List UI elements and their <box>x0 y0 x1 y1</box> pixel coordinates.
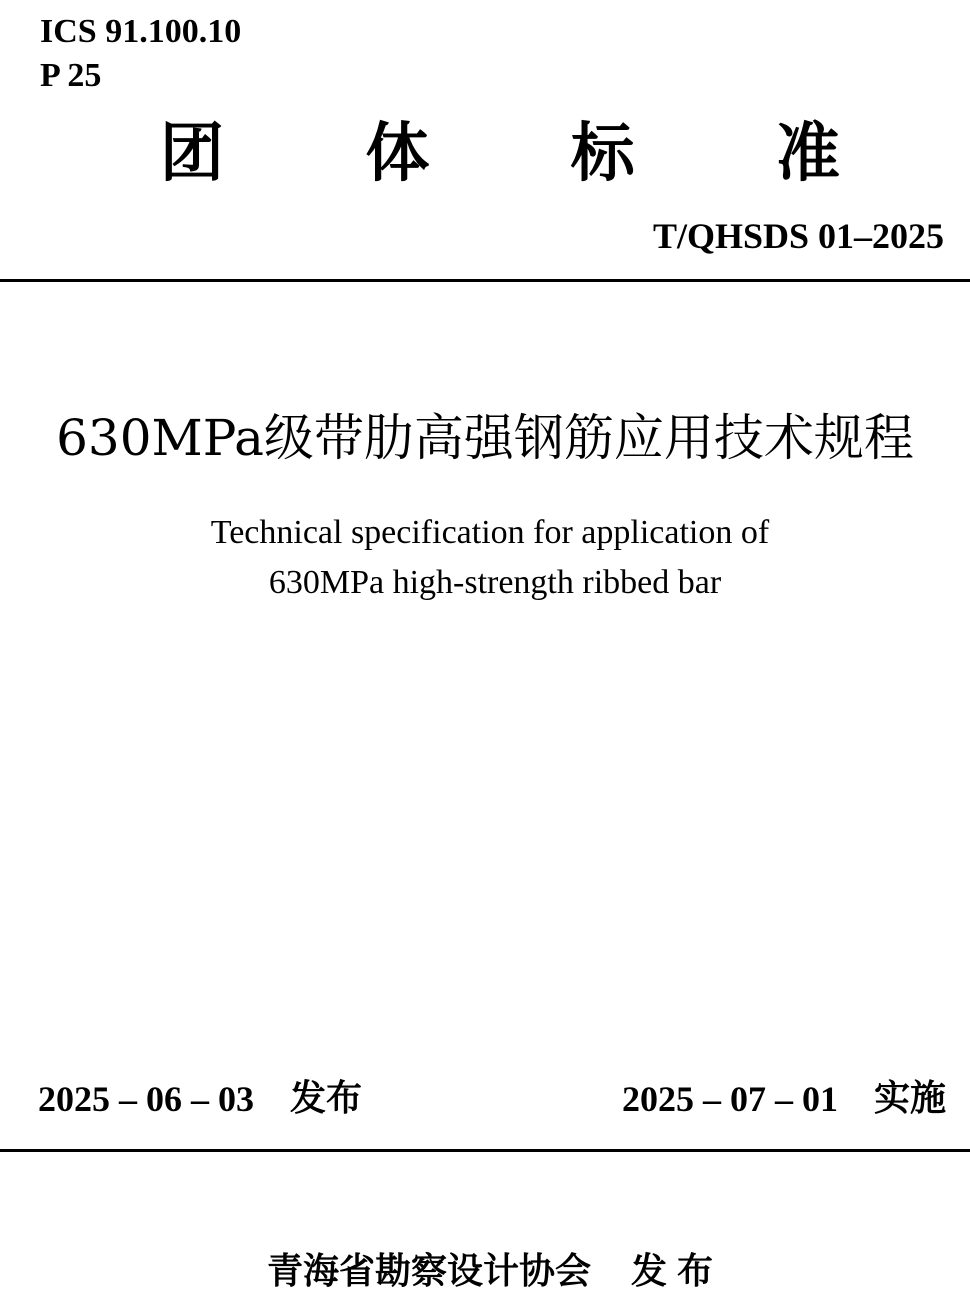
bottom-divider <box>0 1149 970 1152</box>
implement-label: 实施 <box>873 1078 946 1119</box>
ics-code: ICS 91.100.10 <box>40 13 242 50</box>
top-divider <box>0 279 970 282</box>
standard-type-char-2: 体 <box>365 117 430 191</box>
standard-number: T/QHSDS 01–2025 <box>652 216 944 256</box>
publisher-label: 发布 <box>631 1251 724 1292</box>
publish-date: 2025 – 06 – 03 <box>38 1079 254 1119</box>
title-english-line-2: 630MPa high-strength ribbed bar <box>268 564 722 601</box>
ccs-code: P 25 <box>40 57 102 94</box>
standard-type-char-4: 准 <box>775 117 840 191</box>
publisher-line <box>0 1246 970 1298</box>
publish-date-block <box>38 1076 362 1122</box>
title-english-line-1: Technical specification for application of <box>210 514 770 551</box>
publish-label: 发布 <box>290 1078 363 1119</box>
standard-type-char-3: 标 <box>570 117 635 191</box>
standard-type-char-1: 团 <box>160 117 224 191</box>
title-chinese: 630MPa级带肋高强钢筋应用技术规程 <box>56 409 914 467</box>
implement-date-block <box>622 1076 946 1122</box>
implement-date: 2025 – 07 – 01 <box>621 1079 838 1119</box>
standard-type-heading <box>160 118 840 190</box>
publisher-name: 青海省勘察设计协会 <box>266 1251 591 1292</box>
